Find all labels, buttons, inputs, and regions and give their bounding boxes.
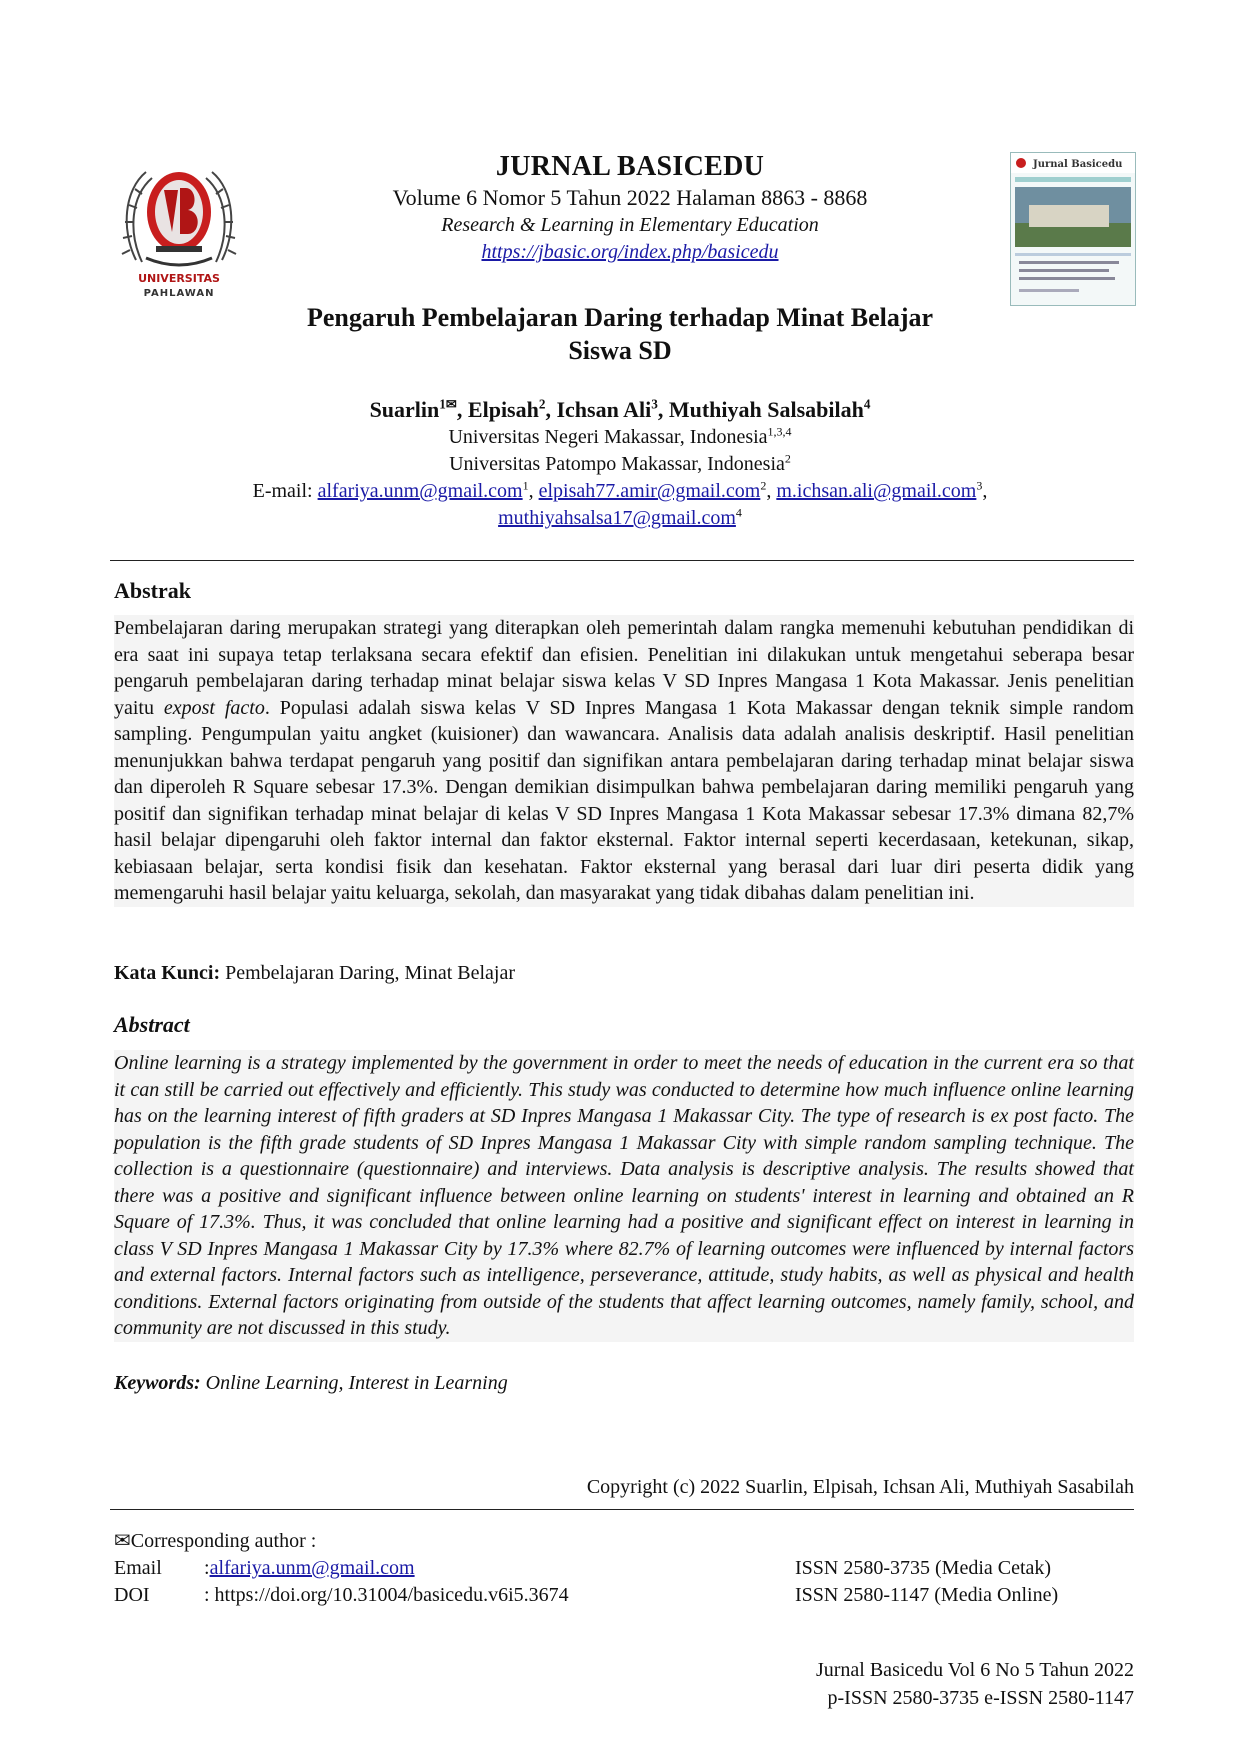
author-separator: ,: [657, 397, 669, 422]
footer-journal-info: Jurnal Basicedu Vol 6 No 5 Tahun 2022: [815, 1659, 1134, 1681]
journal-volume: Volume 6 Nomor 5 Tahun 2022 Halaman 8863 - 8868: [392, 185, 868, 210]
author-1-sup: 1: [439, 396, 446, 412]
kata-kunci-value: Pembelajaran Daring, Minat Belajar: [220, 962, 516, 984]
copyright-line: Copyright (c) 2022 Suarlin, Elpisah, Ichsan Ali, Muthiyah Sasabilah: [586, 1476, 1134, 1498]
issn-info: [795, 1555, 1058, 1609]
author-3-sup: 3: [651, 396, 658, 412]
journal-url-link[interactable]: https://jbasic.org/index.php/basicedu: [481, 241, 779, 263]
author-4: Muthiyah Salsabilah: [668, 397, 864, 422]
author-2: Elpisah: [467, 397, 539, 422]
footer-issn-line: p-ISSN 2580-3735 e-ISSN 2580-1147: [827, 1687, 1134, 1709]
keywords-value: Online Learning, Interest in Learning: [200, 1372, 508, 1394]
footer-email-link[interactable]: alfariya.unm@gmail.com: [209, 1557, 415, 1579]
email-link-2[interactable]: elpisah77.amir@gmail.com: [538, 480, 761, 502]
email-4-sup: 4: [735, 505, 742, 520]
issn-print: ISSN 2580-3735 (Media Cetak): [795, 1557, 1052, 1579]
author-separator: ,: [456, 397, 468, 422]
email-link-3[interactable]: m.ichsan.ali@gmail.com: [776, 480, 977, 502]
footer-divider: [110, 1509, 1134, 1510]
abstrak-text: [114, 615, 1134, 907]
cover-title: Jurnal Basicedu: [1033, 159, 1123, 170]
email-separator: ,: [766, 480, 777, 502]
issn-online: ISSN 2580-1147 (Media Online): [795, 1584, 1059, 1606]
author-3: Ichsan Ali: [556, 397, 652, 422]
paper-title-line-1: Pengaruh Pembelajaran Daring terhadap Minat Belajar: [306, 303, 934, 332]
paper-title: [180, 301, 1060, 367]
university-logo: [116, 150, 242, 300]
affiliation-2-text: Universitas Patompo Makassar, Indonesia: [449, 453, 785, 475]
logo-text-2: PAHLAWAN: [143, 288, 215, 299]
keywords: [114, 1370, 508, 1396]
email-1-sup: 1: [522, 478, 529, 493]
affiliation-1-sup: 1,3,4: [767, 424, 792, 439]
author-block: [150, 396, 1090, 532]
corresponding-info: [114, 1528, 569, 1609]
email-line-2: [150, 505, 1090, 532]
envelope-icon: ✉: [445, 396, 457, 412]
abstract-text: Online learning is a strategy implemented by the government in order to meet the needs of education in the current era so that it can still be carried out effectively and efficiently. This study was conducted to determine how much influence online learning has on the learning interest of fifth graders at SD Inpres Mangasa 1 Makassar City. The type of research is ex post facto. The population is the fifth grade students of SD Inpres Mangasa 1 Makassar City with simple random sampling technique. The collection is a questionnaire (questionnaire) and interviews. Data analysis is descriptive analysis. The results showed that there was a positive and significant influence between online learning on students' interest in learning and obtained an R Square of 17.3%. Thus, it was concluded that online learning had a positive and significant effect on interest in learning in class V SD Inpres Mangasa 1 Makassar City by 17.3% where 82.7% of learning outcomes were influenced by internal factors and external factors. Internal factors such as intelligence, perseverance, attitude, study habits, as well as physical and health conditions. External factors originating from outside of the students that affect learning outcomes, namely family, school, and community are not discussed in this study.: [114, 1050, 1134, 1342]
affiliation-2: [150, 451, 1090, 478]
journal-header: [300, 150, 960, 265]
keywords-label: Keywords:: [114, 1372, 201, 1394]
footer-email-colon: :: [204, 1557, 210, 1579]
affiliation-1: [150, 424, 1090, 451]
kata-kunci: [114, 960, 515, 986]
journal-subtitle: Research & Learning in Elementary Education: [441, 214, 819, 236]
email-separator: ,: [528, 480, 539, 502]
email-line: E-mail: alfariya.unm@gmail.com$^1$, elpisah77.amir@gmail.com$^2$, m.ichsan.ali@gmail.com$^3$,: [252, 478, 988, 502]
email-link-1[interactable]: alfariya.unm@gmail.com: [317, 480, 523, 502]
footer-doi-label: DOI: [114, 1584, 150, 1606]
abstrak-text-part-2: . Populasi adalah siswa kelas V SD Inpres Mangasa 1 Kota Makassar dengan teknik simple random sampling. Pengumpulan yaitu angket (kuisioner) dan wawancara. Analisis data adalah analisis deskriptif. Hasil penelitian menunjukkan bahwa terdapat pengaruh yang positif dan signifikan antara pembelajaran daring terhadap minat belajar siswa dan diperoleh R Square sebesar 17.3%. Dengan demikian disimpulkan bahwa pembelajaran daring memiliki pengaruh yang positif dan signifikan terhadap minat belajar di kelas V SD Inpres Mangasa 1 Kota Makassar sebesar 17.3% dimana 82,7% hasil belajar dipengaruhi oleh faktor internal dan faktor eksternal. Faktor internal seperti kecerdasaan, ketekunan, sikap, kebiasaan belajar, serta kondisi fisik dan kesehatan. Faktor eksternal yang berasal dari luar diri peserta didik yang memengaruhi hasil belajar yaitu keluarga, sekolah, dan masyarakat yang tidak dibahas dalam penelitian ini.: [114, 696, 1134, 904]
email-2-sup: 2: [760, 478, 767, 493]
abstrak-heading: Abstrak: [114, 578, 192, 603]
author-1: Suarlin: [369, 397, 440, 422]
author-names: [150, 396, 1090, 424]
footer-email-label: Email: [114, 1557, 162, 1579]
kata-kunci-label: Kata Kunci:: [114, 962, 221, 984]
email-3-sup: 3: [976, 478, 983, 493]
paper-title-line-2: Siswa SD: [568, 336, 672, 365]
abstrak-text-part-1: Pembelajaran daring merupakan strategi yang diterapkan oleh pemerintah dalam rangka memenuhi kebutuhan pendidikan di era saat ini supaya tetap terlaksana secara efektif dan efisien. Penelitian ini dilakukan untuk mengetahui seberapa besar pengaruh pembelajaran daring terhadap minat belajar siswa kelas V SD Inpres Mangasa 1 Kota Makassar. Jenis penelitian yaitu: [114, 617, 1134, 719]
footer-doi-value: : https://doi.org/10.31004/basicedu.v6i5.3674: [204, 1584, 569, 1606]
abstract-heading: Abstract: [114, 1012, 190, 1037]
logo-text-1: UNIVERSITAS: [138, 272, 220, 285]
affiliation-2-sup: 2: [784, 451, 791, 466]
corresponding-label: Corresponding author :: [130, 1530, 317, 1552]
journal-title: JURNAL BASICEDU: [495, 151, 765, 182]
abstrak-italic-term: expost facto: [163, 696, 265, 719]
email-label: E-mail:: [252, 480, 318, 502]
envelope-icon: ✉: [114, 1530, 131, 1552]
journal-cover-image: [1010, 152, 1136, 306]
author-2-sup: 2: [538, 396, 546, 412]
header-divider: [110, 560, 1134, 561]
author-separator: ,: [545, 397, 557, 422]
page-footer: [714, 1656, 1134, 1712]
author-4-sup: 4: [863, 396, 871, 412]
email-link-4[interactable]: muthiyahsalsa17@gmail.com: [498, 507, 736, 529]
affiliation-1-text: Universitas Negeri Makassar, Indonesia: [448, 426, 768, 448]
